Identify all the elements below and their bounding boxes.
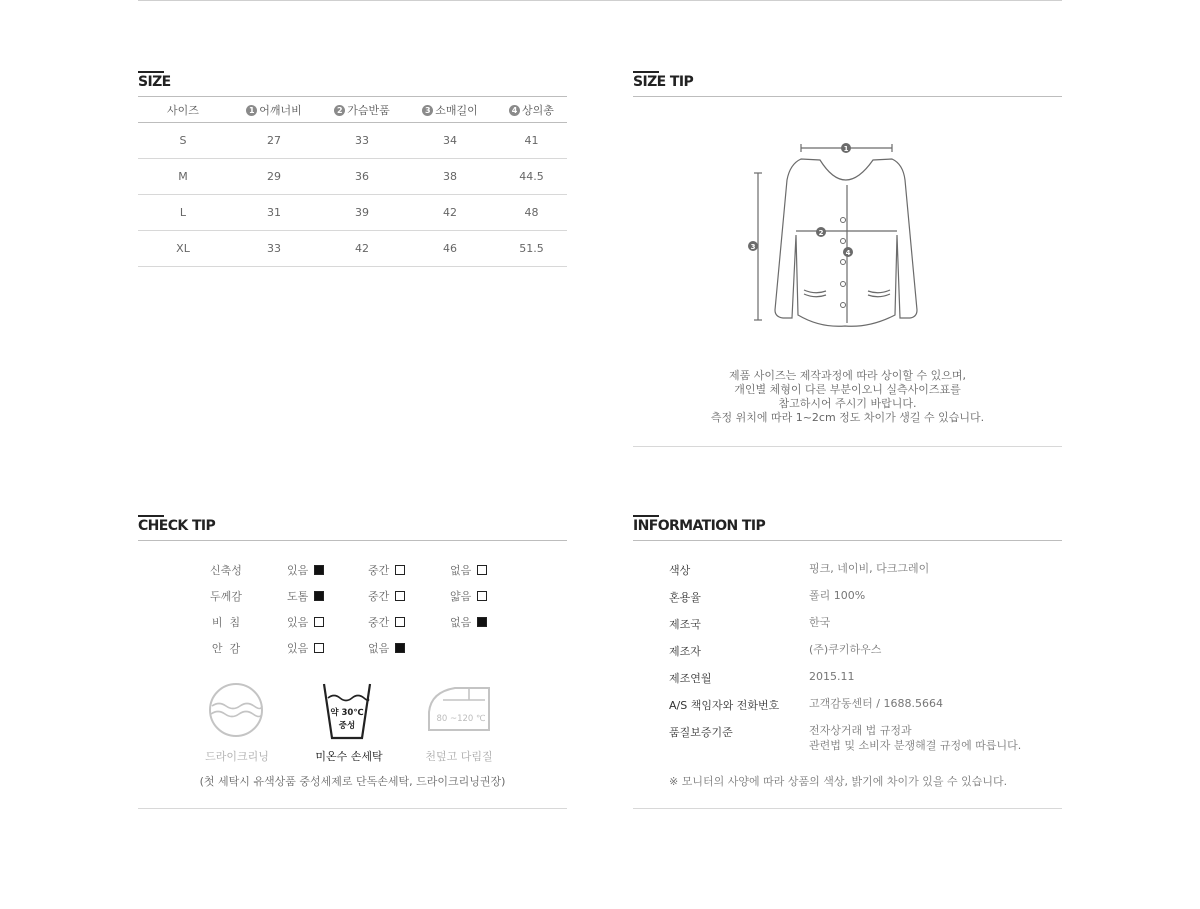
cell-sleeve: 38 bbox=[404, 159, 496, 195]
cell-chest: 33 bbox=[320, 123, 404, 159]
top-divider bbox=[138, 0, 1062, 1]
check-label-lining: 안 감 bbox=[211, 642, 241, 655]
marker-1-icon: 1 bbox=[246, 105, 257, 116]
cell-size: S bbox=[138, 123, 228, 159]
checkbox-filled-icon bbox=[314, 591, 324, 601]
cardigan-diagram-icon bbox=[745, 140, 925, 330]
table-row bbox=[138, 123, 567, 159]
cell-shoulder: 29 bbox=[228, 159, 320, 195]
hand-wash-temp: 약 30℃ bbox=[330, 708, 364, 718]
info-label-country: 제조국 bbox=[669, 618, 701, 631]
check-label-stretch: 신축성 bbox=[210, 564, 242, 577]
check-label-sheer: 비 침 bbox=[211, 616, 241, 629]
diagram-marker-3: 3 bbox=[750, 243, 756, 251]
cell-length: 41 bbox=[496, 123, 567, 159]
size-tip-note bbox=[633, 369, 1062, 425]
checkbox-filled-icon bbox=[477, 617, 487, 627]
cell-length: 51.5 bbox=[496, 231, 567, 267]
hand-wash-detergent: 중성 bbox=[338, 721, 356, 731]
check-label-thickness: 두께감 bbox=[210, 590, 242, 603]
check-tip-bottom-rule bbox=[138, 808, 567, 809]
info-value-maker: (주)쿠키하우스 bbox=[809, 643, 882, 656]
checkbox-empty-icon bbox=[395, 617, 405, 627]
size-note-line: 측정 위치에 따라 1~2cm 정도 차이가 생길 수 있습니다. bbox=[710, 411, 985, 424]
info-tip-title-rule bbox=[633, 540, 1062, 541]
header-shoulder: 1 어깨너비 bbox=[228, 97, 320, 123]
check-option: 중간 bbox=[368, 588, 405, 604]
check-tip-title-mark bbox=[138, 515, 164, 517]
info-label-maker: 제조자 bbox=[669, 645, 701, 658]
diagram-marker-1: 1 bbox=[843, 145, 849, 153]
table-row bbox=[138, 195, 567, 231]
info-label-as: A/S 책임자와 전화번호 bbox=[669, 699, 780, 712]
cell-size: L bbox=[138, 195, 228, 231]
marker-2-icon: 2 bbox=[334, 105, 345, 116]
check-option: 중간 bbox=[368, 562, 405, 578]
cell-size: M bbox=[138, 159, 228, 195]
check-tip-title-rule bbox=[138, 540, 567, 541]
cell-chest: 42 bbox=[320, 231, 404, 267]
diagram-marker-2: 2 bbox=[818, 229, 824, 237]
size-note-line: 참고하시어 주시기 바랍니다. bbox=[778, 397, 917, 410]
checkbox-empty-icon bbox=[395, 591, 405, 601]
size-tip-title: SIZE TIP bbox=[633, 74, 694, 90]
info-label-color: 색상 bbox=[669, 564, 691, 577]
checkbox-filled-icon bbox=[395, 643, 405, 653]
info-value-country: 한국 bbox=[809, 616, 831, 629]
checkbox-empty-icon bbox=[314, 617, 324, 627]
info-value-date: 2015.11 bbox=[809, 670, 855, 683]
info-note: ※ 모니터의 사양에 따라 상품의 색상, 밝기에 차이가 있을 수 있습니다. bbox=[669, 775, 1008, 788]
check-option: 없음 bbox=[368, 640, 405, 656]
info-label-quality: 품질보증기준 bbox=[669, 726, 733, 739]
iron-temp: 80 ~120 ℃ bbox=[436, 714, 486, 724]
info-label-date: 제조연월 bbox=[669, 672, 712, 685]
marker-4-icon: 4 bbox=[509, 105, 520, 116]
header-chest: 2 가슴반품 bbox=[320, 97, 404, 123]
check-option: 있음 bbox=[287, 562, 324, 578]
header-length: 4 상의총 bbox=[496, 97, 567, 123]
cell-sleeve: 42 bbox=[404, 195, 496, 231]
info-label-material: 혼용율 bbox=[669, 591, 701, 604]
cell-length: 48 bbox=[496, 195, 567, 231]
size-table-header bbox=[138, 97, 567, 123]
size-tip-title-mark bbox=[633, 71, 659, 73]
size-note-line: 제품 사이즈는 제작과정에 따라 상이할 수 있으며, bbox=[729, 369, 966, 382]
cell-chest: 39 bbox=[320, 195, 404, 231]
checkbox-empty-icon bbox=[314, 643, 324, 653]
checkbox-empty-icon bbox=[477, 565, 487, 575]
table-row bbox=[138, 231, 567, 267]
care-label-hand-wash: 미온수 손세탁 bbox=[315, 750, 383, 763]
header-size: 사이즈 bbox=[138, 97, 228, 123]
checkbox-filled-icon bbox=[314, 565, 324, 575]
info-value-color: 핑크, 네이비, 다크그레이 bbox=[809, 562, 930, 575]
info-tip-title-mark bbox=[633, 515, 659, 517]
info-tip-bottom-rule bbox=[633, 808, 1062, 809]
cell-sleeve: 46 bbox=[404, 231, 496, 267]
check-option: 없음 bbox=[450, 562, 487, 578]
care-label-dry-clean: 드라이크리닝 bbox=[205, 750, 269, 763]
table-row bbox=[138, 159, 567, 195]
header-sleeve: 3 소매길이 bbox=[404, 97, 496, 123]
size-title-mark bbox=[138, 71, 164, 73]
dry-clean-icon bbox=[206, 682, 266, 742]
checkbox-empty-icon bbox=[395, 565, 405, 575]
cell-shoulder: 27 bbox=[228, 123, 320, 159]
cell-size: XL bbox=[138, 231, 228, 267]
diagram-marker-4: 4 bbox=[845, 249, 851, 257]
check-option: 중간 bbox=[368, 614, 405, 630]
size-tip-title-rule bbox=[633, 96, 1062, 97]
check-option: 도톰 bbox=[287, 588, 324, 604]
info-value-material: 폴리 100% bbox=[809, 589, 866, 602]
check-tip-title: CHECK TIP bbox=[138, 518, 216, 534]
cell-chest: 36 bbox=[320, 159, 404, 195]
hand-wash-icon bbox=[320, 682, 374, 742]
size-tip-bottom-rule bbox=[633, 446, 1062, 447]
info-value-quality: 전자상거래 법 규정과 bbox=[809, 724, 912, 737]
check-option: 있음 bbox=[287, 640, 324, 656]
check-option: 있음 bbox=[287, 614, 324, 630]
marker-3-icon: 3 bbox=[422, 105, 433, 116]
size-note-line: 개인별 체형이 다른 부분이오니 실측사이즈표를 bbox=[734, 383, 961, 396]
cell-length: 44.5 bbox=[496, 159, 567, 195]
info-value-as: 고객감동센터 / 1688.5664 bbox=[809, 697, 943, 710]
size-title: SIZE bbox=[138, 74, 171, 90]
info-value-quality-2: 관련법 및 소비자 분쟁해결 규정에 따릅니다. bbox=[809, 739, 1022, 752]
check-option: 없음 bbox=[450, 614, 487, 630]
cell-shoulder: 31 bbox=[228, 195, 320, 231]
checkbox-empty-icon bbox=[477, 591, 487, 601]
care-label-iron: 천덮고 다림질 bbox=[425, 750, 493, 763]
care-note: (첫 세탁시 유색상품 중성세제로 단독손세탁, 드라이크리닝권장) bbox=[199, 775, 506, 788]
size-table bbox=[138, 97, 567, 267]
check-option: 얇음 bbox=[450, 588, 487, 604]
iron-icon bbox=[425, 682, 495, 736]
info-tip-title: INFORMATION TIP bbox=[633, 518, 766, 534]
cell-sleeve: 34 bbox=[404, 123, 496, 159]
cell-shoulder: 33 bbox=[228, 231, 320, 267]
